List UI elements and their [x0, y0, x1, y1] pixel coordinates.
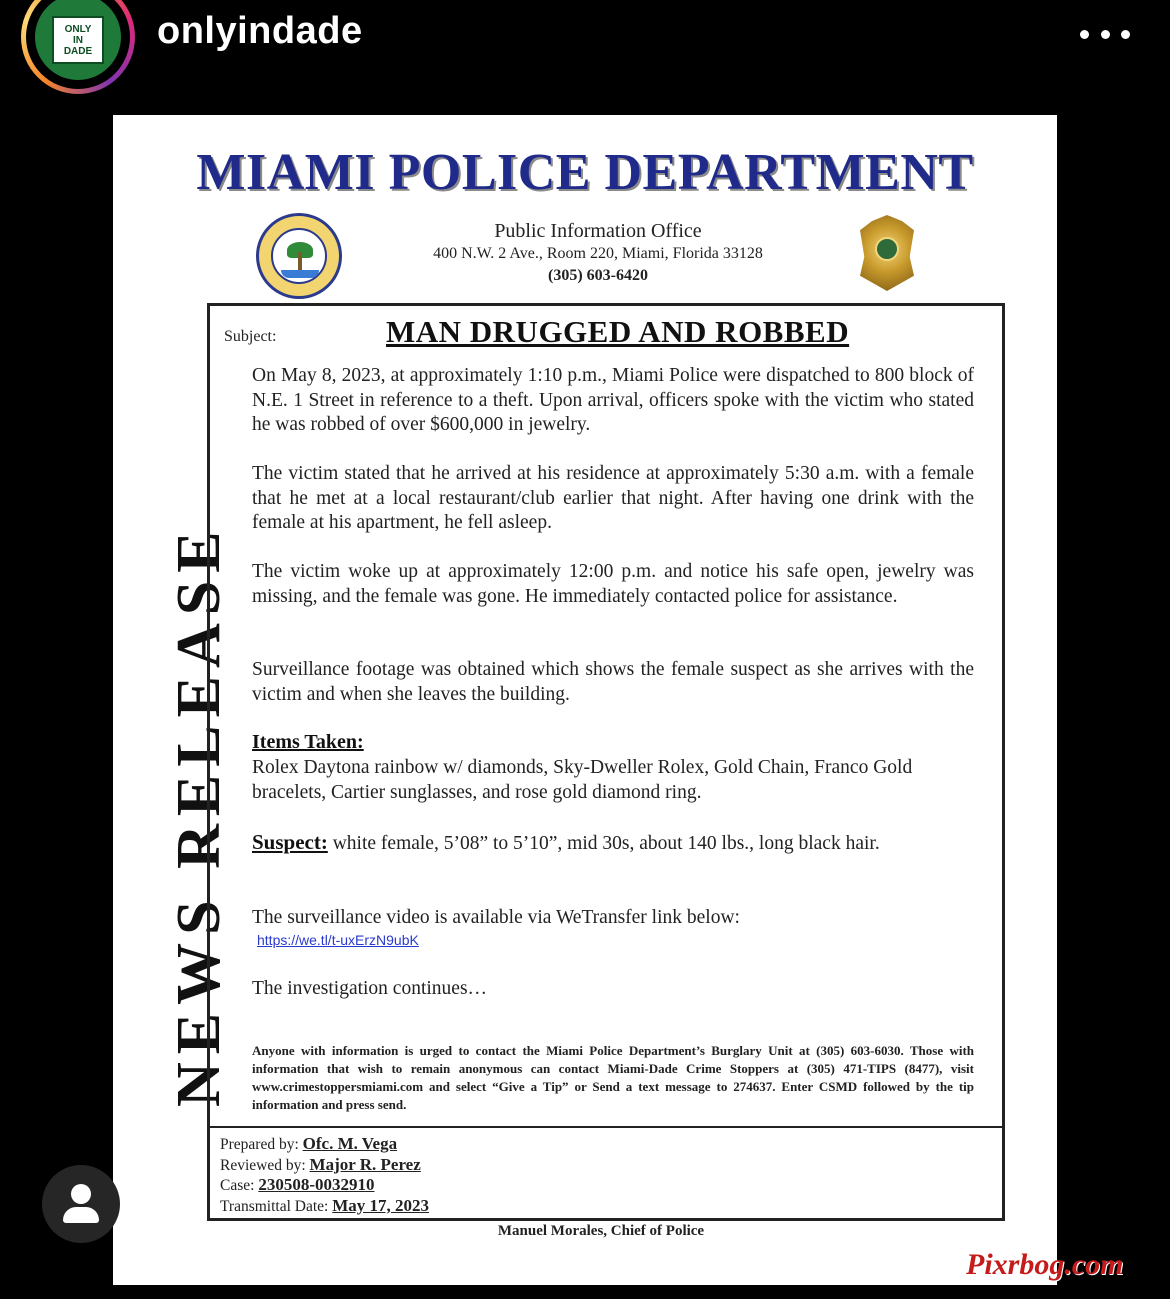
paragraph-2: The victim stated that he arrived at his residence at approximately 5:30 a.m. with a female that he met at a local restaurant/club earlier that night. After having one drink with the female at his apartment, he fell asleep. [252, 463, 974, 533]
profile-avatar[interactable] [21, 0, 135, 94]
more-options-button[interactable] [1080, 24, 1130, 44]
reviewed-label: Reviewed by: [220, 1156, 310, 1174]
chief-name: Manuel Morales, Chief of Police [497, 1223, 705, 1239]
user-icon [71, 1184, 91, 1204]
paragraph-3: The victim woke up at approximately 12:00 p.m. and notice his safe open, jewelry was missing, and the female was gone. He immediately contacted police for assistance. [252, 561, 974, 607]
username-link[interactable]: onlyindade [157, 10, 363, 52]
tip-text: Anyone with information is urged to contact the Miami Police Department’s Burglary Unit at (305) 603-6030. Those with information that wish to remain anonymous can contact Miami-Dade Crime Stoppers at (305) 471-TIPS (8477), visit www.crimestoppersmiami.com and select “Give a Tip” or Send a text message to 274637. Enter CSMD followed by the tip information and press send. [252, 1043, 974, 1112]
avatar-logo [35, 0, 121, 80]
items-heading: Items Taken: [252, 731, 364, 753]
suspect-text: white female, 5’08” to 5’10”, mid 30s, about 140 lbs., long black hair. [327, 833, 880, 854]
office-name: Public Information Office [494, 220, 702, 242]
paragraph-1: On May 8, 2023, at approximately 1:10 p.m., Miami Police were dispatched to 800 block of N.E. 1 Street in reference to a theft. Upon arrival, officers spoke with the victim who stated he was robbed of over $600,000 in jewelry. [252, 365, 974, 435]
more-dot [1121, 30, 1130, 39]
date-value: May 17, 2023 [332, 1195, 430, 1215]
video-text: The surveillance video is available via WeTransfer link below: [252, 907, 740, 928]
suspect-line [252, 830, 992, 855]
items-text: Rolex Daytona rainbow w/ diamonds, Sky-Dweller Rolex, Gold Chain, Franco Gold bracelets, Cartier sunglasses, and rose gold diamond ring. [252, 757, 913, 803]
date-label: Transmittal Date: [220, 1197, 333, 1215]
prepared-value: Ofc. M. Vega [302, 1134, 398, 1153]
release-box [207, 303, 1005, 1221]
post-image[interactable] [113, 115, 1057, 1285]
office-info [373, 219, 823, 287]
office-phone: (305) 603-6420 [548, 267, 648, 284]
subject-title: MAN DRUGGED AND ROBBED [386, 314, 850, 349]
office-address: 400 N.W. 2 Ave., Room 220, Miami, Florida 33128 [433, 245, 763, 262]
watermark: Pixrbog.com [966, 1248, 1124, 1281]
subject-label: Subject: [224, 328, 277, 345]
prepared-label: Prepared by: [220, 1136, 303, 1153]
post-header [0, 0, 1170, 114]
avatar-text-2: IN [73, 34, 83, 46]
avatar-text-1: ONLY [64, 23, 92, 35]
wetransfer-link[interactable]: https://we.tl/t-uxErzN9ubK [257, 932, 419, 948]
case-label: Case: [220, 1177, 259, 1194]
divider [210, 1126, 1002, 1128]
prepared-block [220, 1134, 429, 1216]
continues-text: The investigation continues… [252, 978, 488, 999]
paragraph-4: Surveillance footage was obtained which shows the female suspect as she arrives with the victim and when she leaves the building. [252, 659, 974, 705]
city-seal-icon [256, 213, 342, 299]
avatar-text-3: DADE [63, 45, 93, 57]
police-badge-icon [858, 207, 916, 297]
case-value: 230508-0032910 [258, 1175, 375, 1194]
more-dot [1101, 30, 1110, 39]
more-horizontal-icon [1080, 30, 1089, 39]
news-release-label: NEWS RELEASE [165, 523, 233, 1107]
reviewed-value: Major R. Perez [309, 1154, 421, 1174]
tagged-users-button[interactable] [42, 1165, 120, 1243]
document-title: MIAMI POLICE DEPARTMENT [196, 144, 974, 201]
suspect-heading: Suspect: [252, 830, 328, 854]
user-icon-body [63, 1207, 99, 1223]
